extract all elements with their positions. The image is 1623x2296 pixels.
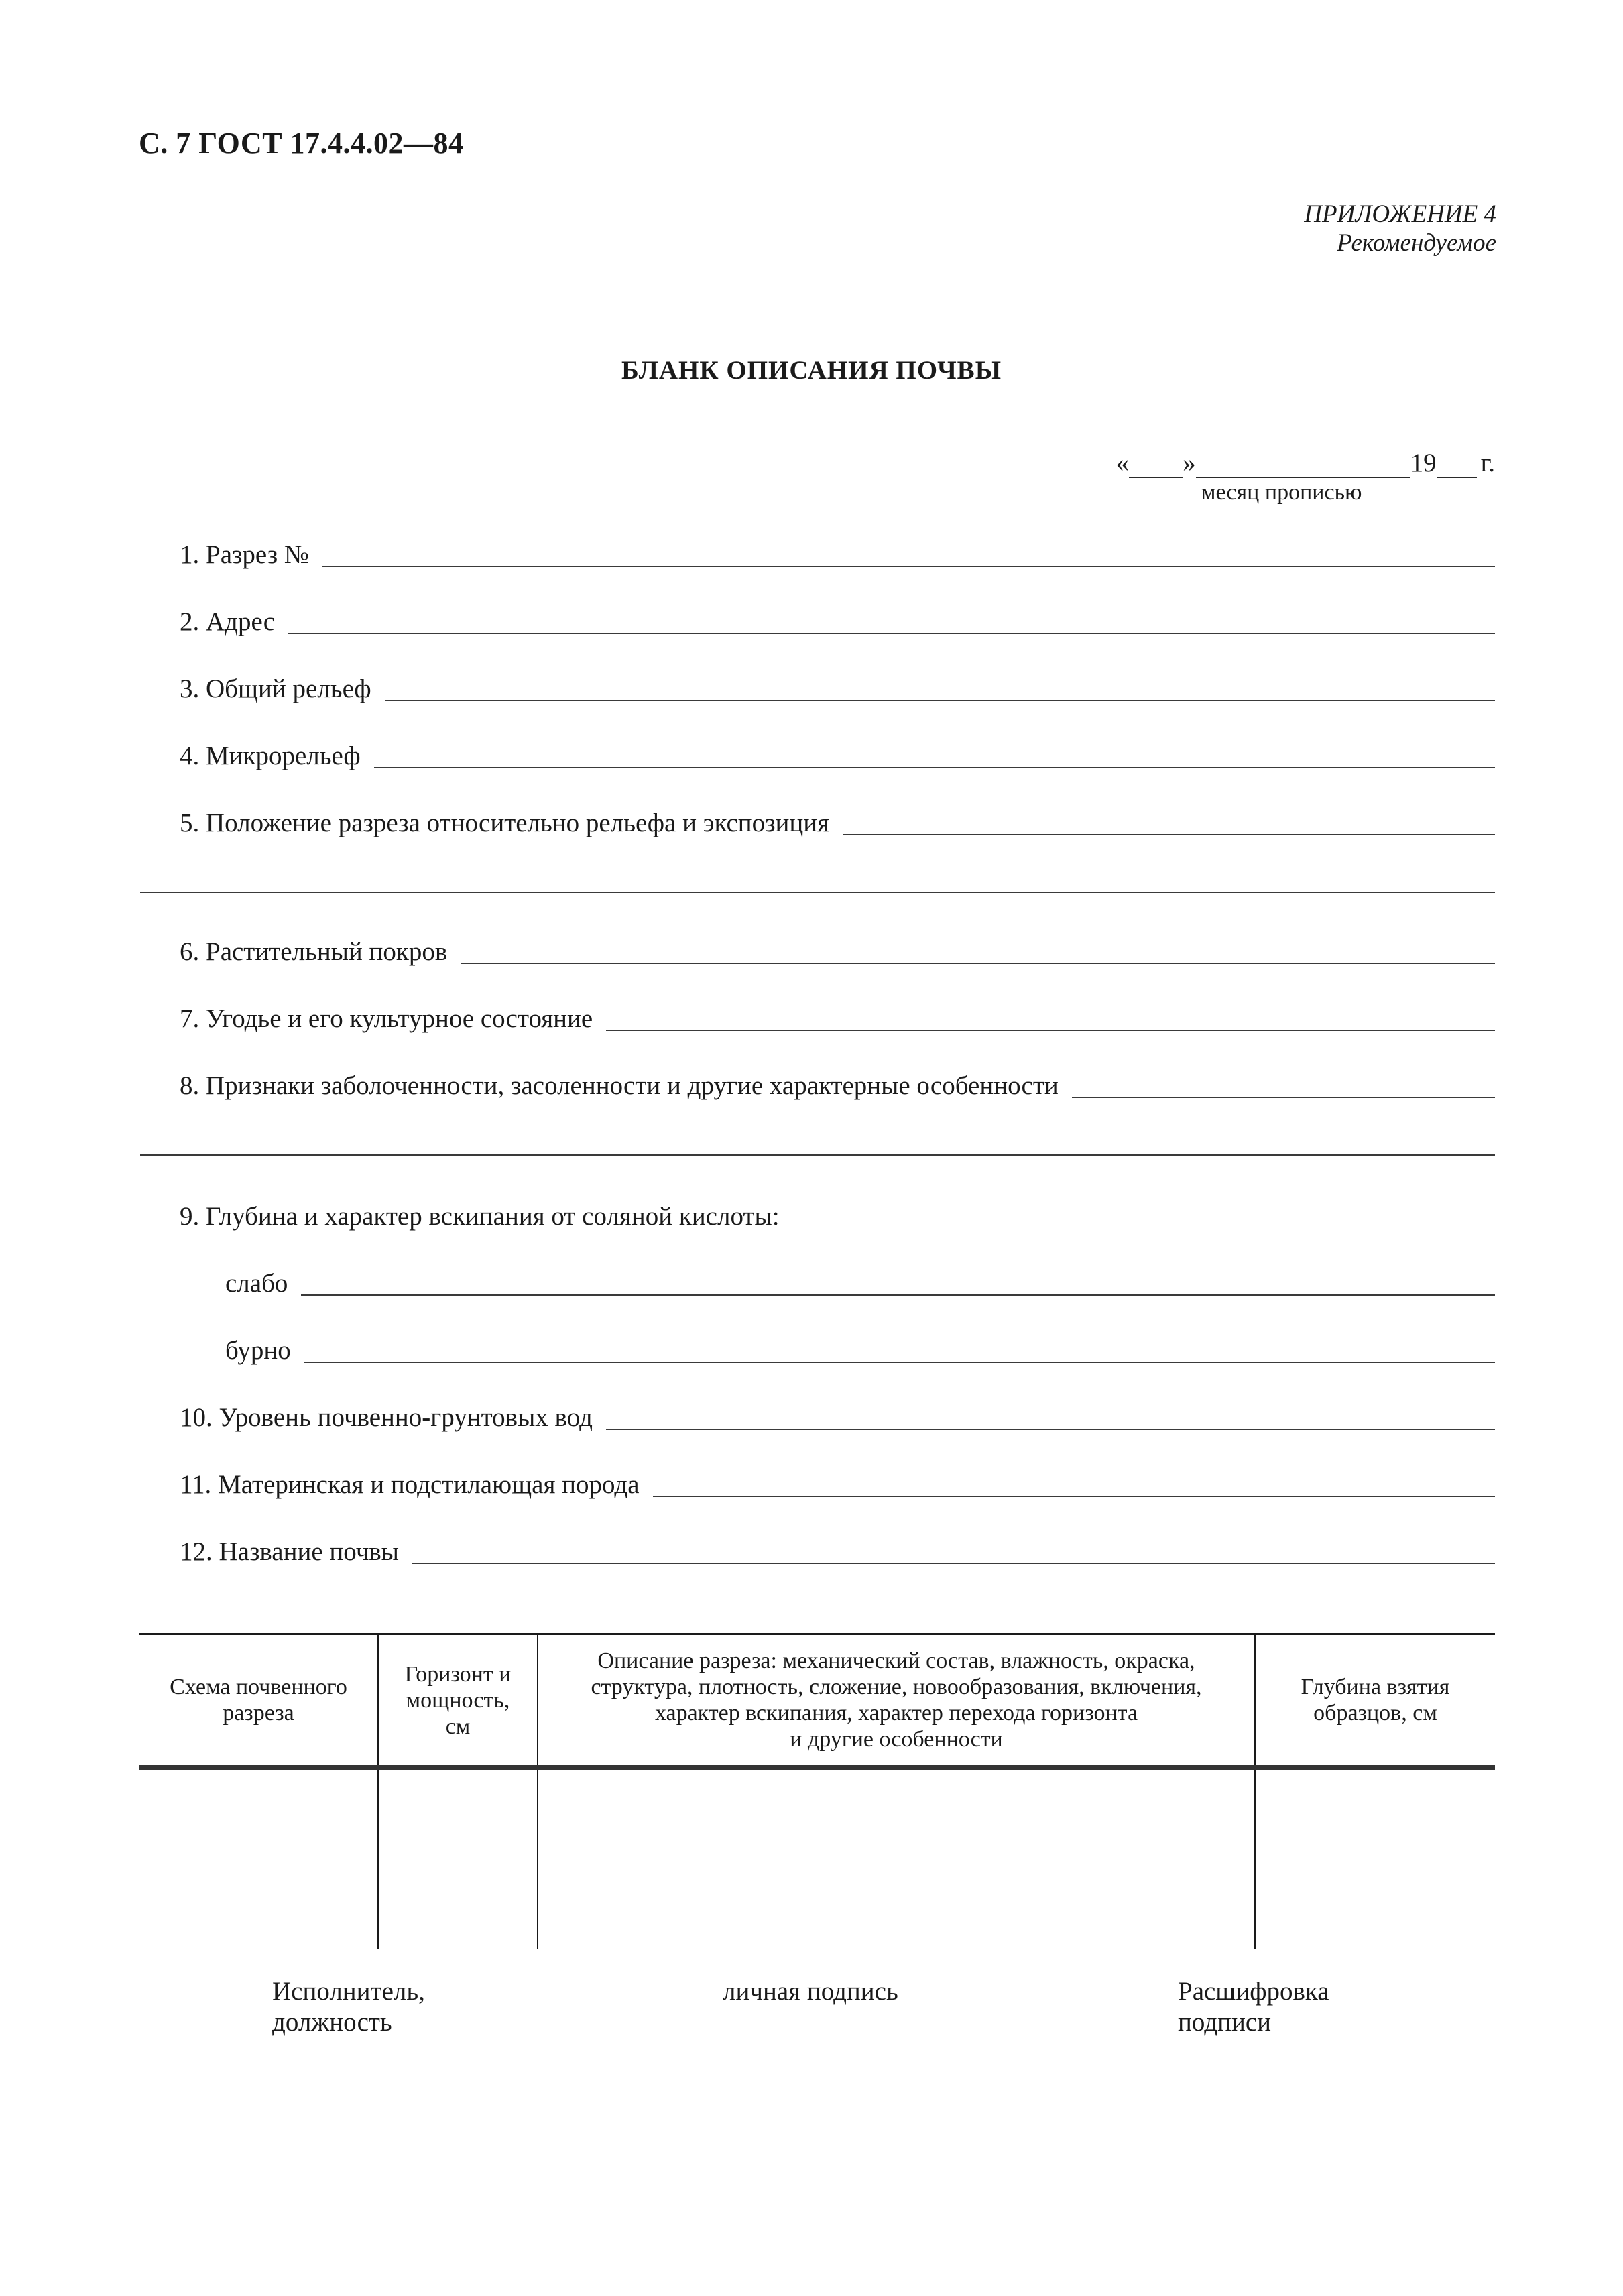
- year-prefix: 19: [1410, 448, 1437, 477]
- continuation-line[interactable]: [140, 892, 1495, 893]
- year-blank[interactable]: [1437, 454, 1477, 478]
- field-blank[interactable]: [843, 834, 1495, 835]
- cell-description[interactable]: [538, 1768, 1255, 1949]
- column-header-scheme: [139, 1634, 378, 1768]
- field-label: 9. Глубина и характер вскипания от соляной кислоты:: [180, 1202, 780, 1231]
- header-line: структура, плотность, сложение, новообразования, включения,: [591, 1675, 1202, 1699]
- signature-executor[interactable]: [272, 1976, 425, 2038]
- cell-sample-depth[interactable]: [1255, 1768, 1495, 1949]
- field-microrelief: [180, 731, 1495, 771]
- appendix-number: ПРИЛОЖЕНИЕ 4: [1304, 200, 1496, 228]
- signature-line: Расшифровка: [1178, 1977, 1329, 2006]
- field-blank[interactable]: [304, 1362, 1495, 1363]
- field-blank[interactable]: [322, 566, 1495, 567]
- field-waterlogging: [180, 1061, 1495, 1101]
- field-label: 4. Микрорельеф: [180, 741, 361, 770]
- header-line: Горизонт и: [404, 1661, 512, 1687]
- header-line: Схема почвенного: [170, 1675, 347, 1699]
- field-blank[interactable]: [653, 1496, 1495, 1497]
- soil-profile-table: [139, 1633, 1495, 1949]
- field-effervescence-strong: [225, 1325, 1495, 1366]
- header-line: и другие особенности: [790, 1727, 1003, 1752]
- field-blank[interactable]: [374, 767, 1495, 768]
- field-soil-name: [180, 1526, 1495, 1567]
- day-blank[interactable]: [1129, 454, 1183, 478]
- signature-line: личная подпись: [723, 1977, 898, 2006]
- field-blank[interactable]: [385, 700, 1495, 701]
- field-label: 5. Положение разреза относительно рельефа и экспозиция: [180, 808, 830, 837]
- signature-line: Исполнитель,: [272, 1977, 425, 2006]
- signature-decoding[interactable]: [1178, 1976, 1329, 2038]
- date-open-quote: «: [1116, 448, 1130, 477]
- field-blank[interactable]: [288, 633, 1495, 634]
- header-line: см: [445, 1713, 471, 1739]
- field-blank[interactable]: [461, 963, 1495, 964]
- column-header-horizon: [378, 1634, 538, 1768]
- field-vegetation: [180, 926, 1495, 967]
- field-blank[interactable]: [301, 1294, 1495, 1296]
- field-blank[interactable]: [412, 1563, 1495, 1564]
- field-label: 12. Название почвы: [180, 1537, 399, 1566]
- month-blank[interactable]: [1196, 454, 1410, 478]
- header-line: характер вскипания, характер перехода горизонта: [654, 1701, 1138, 1726]
- column-header-description: [538, 1634, 1255, 1768]
- appendix-label: [1304, 200, 1496, 257]
- year-suffix: г.: [1480, 448, 1495, 477]
- field-label: 10. Уровень почвенно-грунтовых вод: [180, 1403, 593, 1432]
- field-label: 2. Адрес: [180, 607, 276, 636]
- field-blank[interactable]: [1072, 1097, 1495, 1098]
- signature-line: подписи: [1178, 2008, 1272, 2037]
- date-close-quote: »: [1183, 448, 1196, 477]
- field-label: слабо: [225, 1269, 288, 1298]
- field-label: 8. Признаки заболоченности, засоленности и другие характерные особенности: [180, 1071, 1059, 1100]
- signature-personal[interactable]: [723, 1976, 898, 2007]
- header-line: Глубина взятия: [1301, 1675, 1450, 1699]
- header-line: Описание разреза: механический состав, влажность, окраска,: [597, 1648, 1195, 1673]
- table-row: [139, 1768, 1495, 1949]
- field-label: 1. Разрез №: [180, 540, 310, 569]
- header-line: образцов, см: [1313, 1701, 1437, 1726]
- header-line: мощность,: [406, 1687, 510, 1713]
- field-address: [180, 597, 1495, 637]
- field-effervescence: [180, 1191, 1495, 1231]
- cell-horizon[interactable]: [378, 1768, 538, 1949]
- field-label: 11. Материнская и подстилающая порода: [180, 1470, 640, 1499]
- table-header-row: [139, 1634, 1495, 1768]
- form-title: БЛАНК ОПИСАНИЯ ПОЧВЫ: [621, 356, 1002, 385]
- page-header: С. 7 ГОСТ 17.4.4.02—84: [139, 127, 464, 160]
- field-parent-rock: [180, 1459, 1495, 1500]
- column-header-sample-depth: [1255, 1634, 1495, 1768]
- signature-line: должность: [272, 2008, 392, 2037]
- field-land-use: [180, 993, 1495, 1034]
- header-line: разреза: [223, 1701, 294, 1726]
- field-section-number: [180, 530, 1495, 570]
- field-label: 7. Угодье и его культурное состояние: [180, 1004, 593, 1033]
- cell-scheme[interactable]: [139, 1768, 378, 1949]
- continuation-line[interactable]: [140, 1154, 1495, 1156]
- field-general-relief: [180, 664, 1495, 704]
- field-label: 3. Общий рельеф: [180, 674, 371, 703]
- appendix-status: Рекомендуемое: [1337, 229, 1496, 257]
- date-hint: месяц прописью: [1201, 480, 1362, 505]
- date-field: [1116, 448, 1495, 478]
- field-blank[interactable]: [606, 1030, 1495, 1031]
- field-label: 6. Растительный покров: [180, 937, 448, 966]
- field-blank[interactable]: [606, 1429, 1495, 1430]
- field-section-position: [180, 798, 1495, 838]
- field-effervescence-weak: [225, 1258, 1495, 1298]
- field-groundwater: [180, 1392, 1495, 1433]
- field-label: бурно: [225, 1336, 291, 1365]
